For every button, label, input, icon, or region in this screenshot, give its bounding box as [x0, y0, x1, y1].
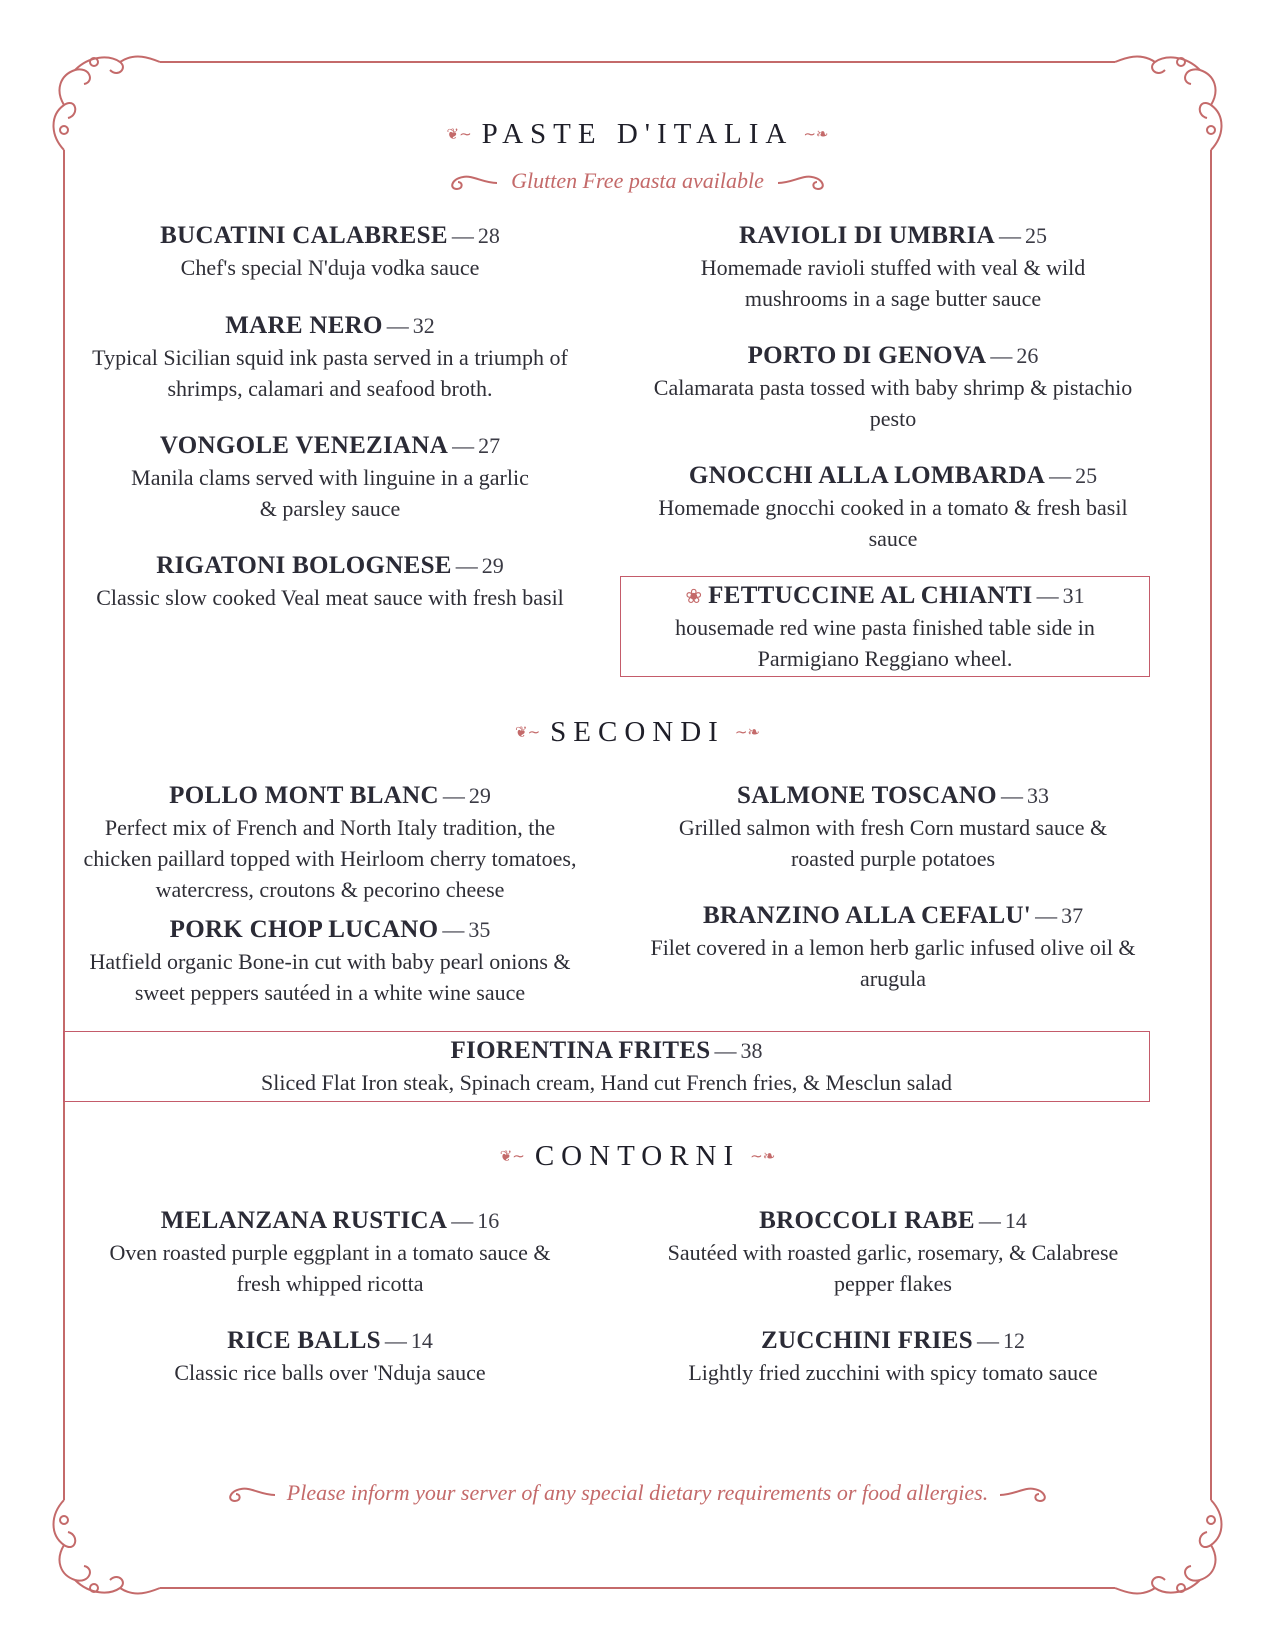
menu-item: SALMONE TOSCANO — 33 Grilled salmon with fresh Corn mustard sauce & roasted purple potatoes: [678, 782, 1108, 871]
ornament-icon: ∼❧: [803, 126, 829, 143]
menu-item: PORK CHOP LUCANO — 35 Hatfield organic Bone-in cut with baby pearl onions & sweet peppers sautéed in a white wine sauce: [89, 916, 571, 1005]
swirl-icon: [443, 173, 499, 193]
corner-flourish-bottom-right: [1115, 1500, 1222, 1593]
laurel-icon: ❀: [685, 586, 703, 608]
menu-item: MELANZANA RUSTICA — 16 Oven roasted purple eggplant in a tomato sauce & fresh whipped ricotta: [109, 1207, 551, 1296]
menu-item: BRANZINO ALLA CEFALU' — 37 Filet covered in a lemon herb garlic infused olive oil & arugula: [650, 902, 1136, 991]
menu-item: PORTO DI GENOVA — 26 Calamarata pasta tossed with baby shrimp & pistachio pesto: [653, 342, 1133, 431]
menu-item: GNOCCHI ALLA LOMBARDA — 25 Homemade gnocchi cooked in a tomato & fresh basil sauce: [658, 462, 1128, 551]
menu-item: BUCATINI CALABRESE — 28 Chef's special N'duja vodka sauce: [160, 222, 500, 280]
section-title-paste: ❦∼ PASTE D'ITALIA ∼❧: [446, 118, 829, 150]
menu-item: POLLO MONT BLANC — 29 Perfect mix of French and North Italy tradition, the chicken paillard topped with Heirloom cherry tomatoes, watercress, croutons & pecorino cheese: [83, 782, 577, 902]
section-title-secondi: ❦∼ SECONDI ∼❧: [515, 716, 760, 748]
menu-item: RICE BALLS — 14 Classic rice balls over 'Nduja sauce: [174, 1327, 486, 1385]
menu-item: MARE NERO — 32 Typical Sicilian squid ink pasta served in a triumph of shrimps, calamari and seafood broth.: [92, 312, 568, 401]
menu-item: RIGATONI BOLOGNESE — 29 Classic slow cooked Veal meat sauce with fresh basil: [96, 552, 564, 610]
ornament-icon: ∼❧: [750, 1148, 776, 1165]
ornament-icon: ❦∼: [515, 724, 541, 741]
gluten-free-note: Glutten Free pasta available: [0, 168, 1275, 194]
swirl-icon: [998, 1485, 1054, 1505]
swirl-icon: [221, 1485, 277, 1505]
ornament-icon: ∼❧: [734, 724, 760, 741]
ornament-icon: ❦∼: [446, 126, 472, 143]
featured-menu-item: FIORENTINA FRITES — 38 Sliced Flat Iron steak, Spinach cream, Hand cut French fries, & Mesclun salad: [63, 1031, 1150, 1102]
section-title-contorni: ❦∼ CONTORNI ∼❧: [499, 1140, 776, 1172]
menu-item: VONGOLE VENEZIANA — 27 Manila clams served with linguine in a garlic & parsley sauce: [131, 432, 529, 521]
ornament-icon: ❦∼: [499, 1148, 525, 1165]
menu-item: BROCCOLI RABE — 14 Sautéed with roasted garlic, rosemary, & Calabrese pepper flakes: [667, 1207, 1119, 1296]
menu-item: RAVIOLI DI UMBRIA — 25 Homemade ravioli stuffed with veal & wild mushrooms in a sage butter sauce: [700, 222, 1086, 311]
swirl-icon: [776, 173, 832, 193]
corner-flourish-bottom-left: [54, 1500, 161, 1593]
allergy-notice: Please inform your server of any special dietary requirements or food allergies.: [0, 1480, 1275, 1506]
featured-menu-item: ❀ FETTUCCINE AL CHIANTI — 31 housemade red wine pasta finished table side in Parmigiano Reggiano wheel.: [620, 576, 1150, 677]
menu-item: ZUCCHINI FRIES — 12 Lightly fried zucchini with spicy tomato sauce: [688, 1327, 1098, 1385]
